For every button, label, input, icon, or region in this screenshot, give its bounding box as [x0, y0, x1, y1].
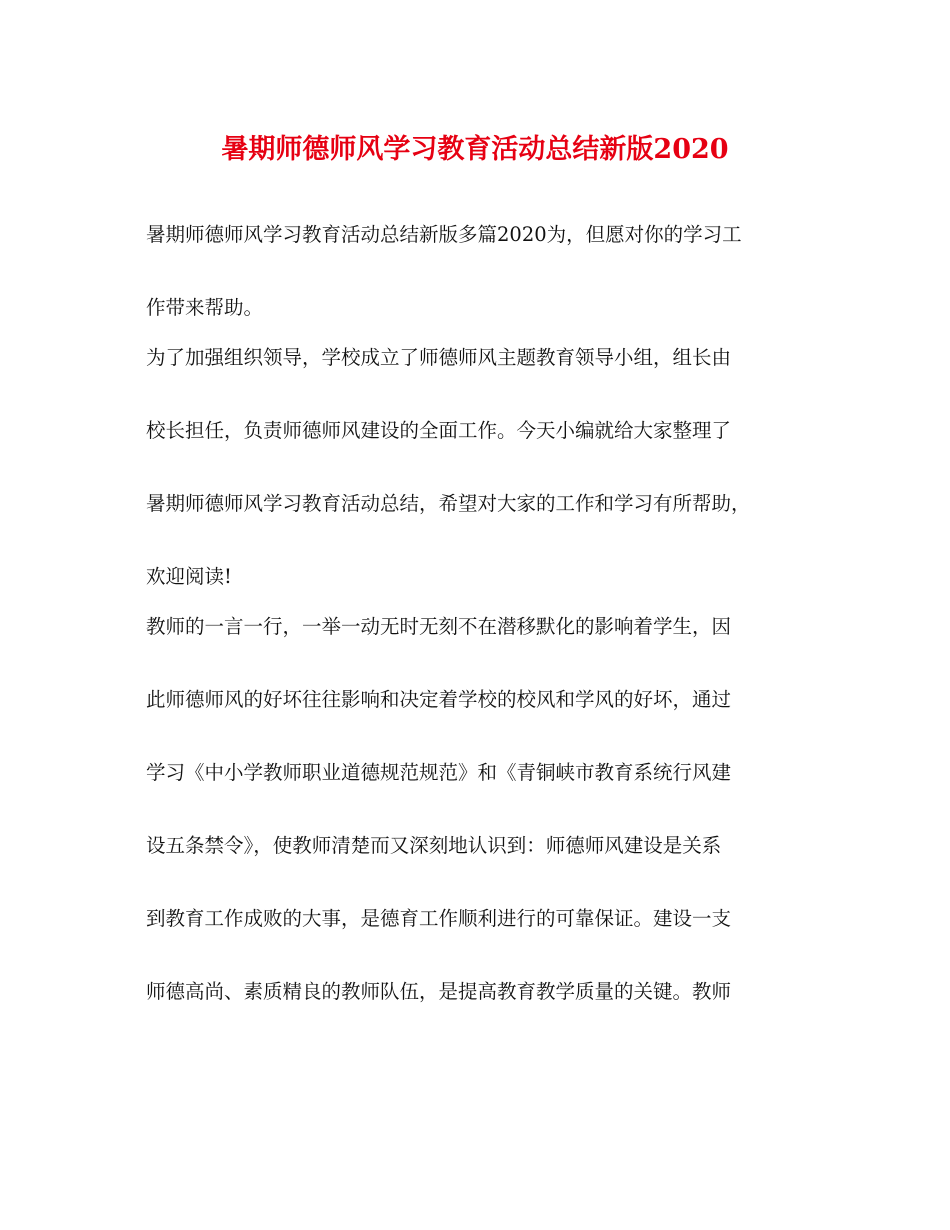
text-line: 暑期师德师风学习教育活动总结新版多篇2020为，但愿对你的学习工 [146, 223, 742, 246]
text-line: 师德高尚、素质精良的教师队伍，是提高教育教学质量的关键。教师 [146, 980, 732, 1003]
text-line: 校长担任，负责师德师风建设的全面工作。今天小编就给大家整理了 [146, 419, 732, 442]
text-line: 到教育工作成败的大事，是德育工作顺利进行的可靠保证。建设一支 [146, 907, 732, 930]
text-line: 设五条禁令》，使教师清楚而又深刻地认识到：师德师风建设是关系 [146, 834, 722, 857]
document-body [146, 212, 806, 1014]
text-line: 暑期师德师风学习教育活动总结，希望对大家的工作和学习有所帮助， [146, 492, 751, 515]
text-line: 教师的一言一行，一举一动无时无刻不在潜移默化的影响着学生，因 [146, 615, 732, 638]
paragraph-intro [146, 212, 806, 330]
paragraph-organization [146, 335, 806, 599]
text-line: 欢迎阅读! [146, 565, 232, 588]
text-line: 为了加强组织领导，学校成立了师德师风主题教育领导小组，组长由 [146, 346, 732, 369]
text-line: 此师德师风的好坏往往影响和决定着学校的校风和学风的好坏，通过 [146, 688, 732, 711]
document-title: 暑期师德师风学习教育活动总结新版2020 [221, 134, 729, 165]
text-line: 学习《中小学教师职业道德规范规范》和《青铜峡市教育系统行风建 [146, 761, 732, 784]
paragraph-teacher-conduct [146, 604, 806, 1014]
text-line: 作带来帮助。 [146, 296, 264, 319]
